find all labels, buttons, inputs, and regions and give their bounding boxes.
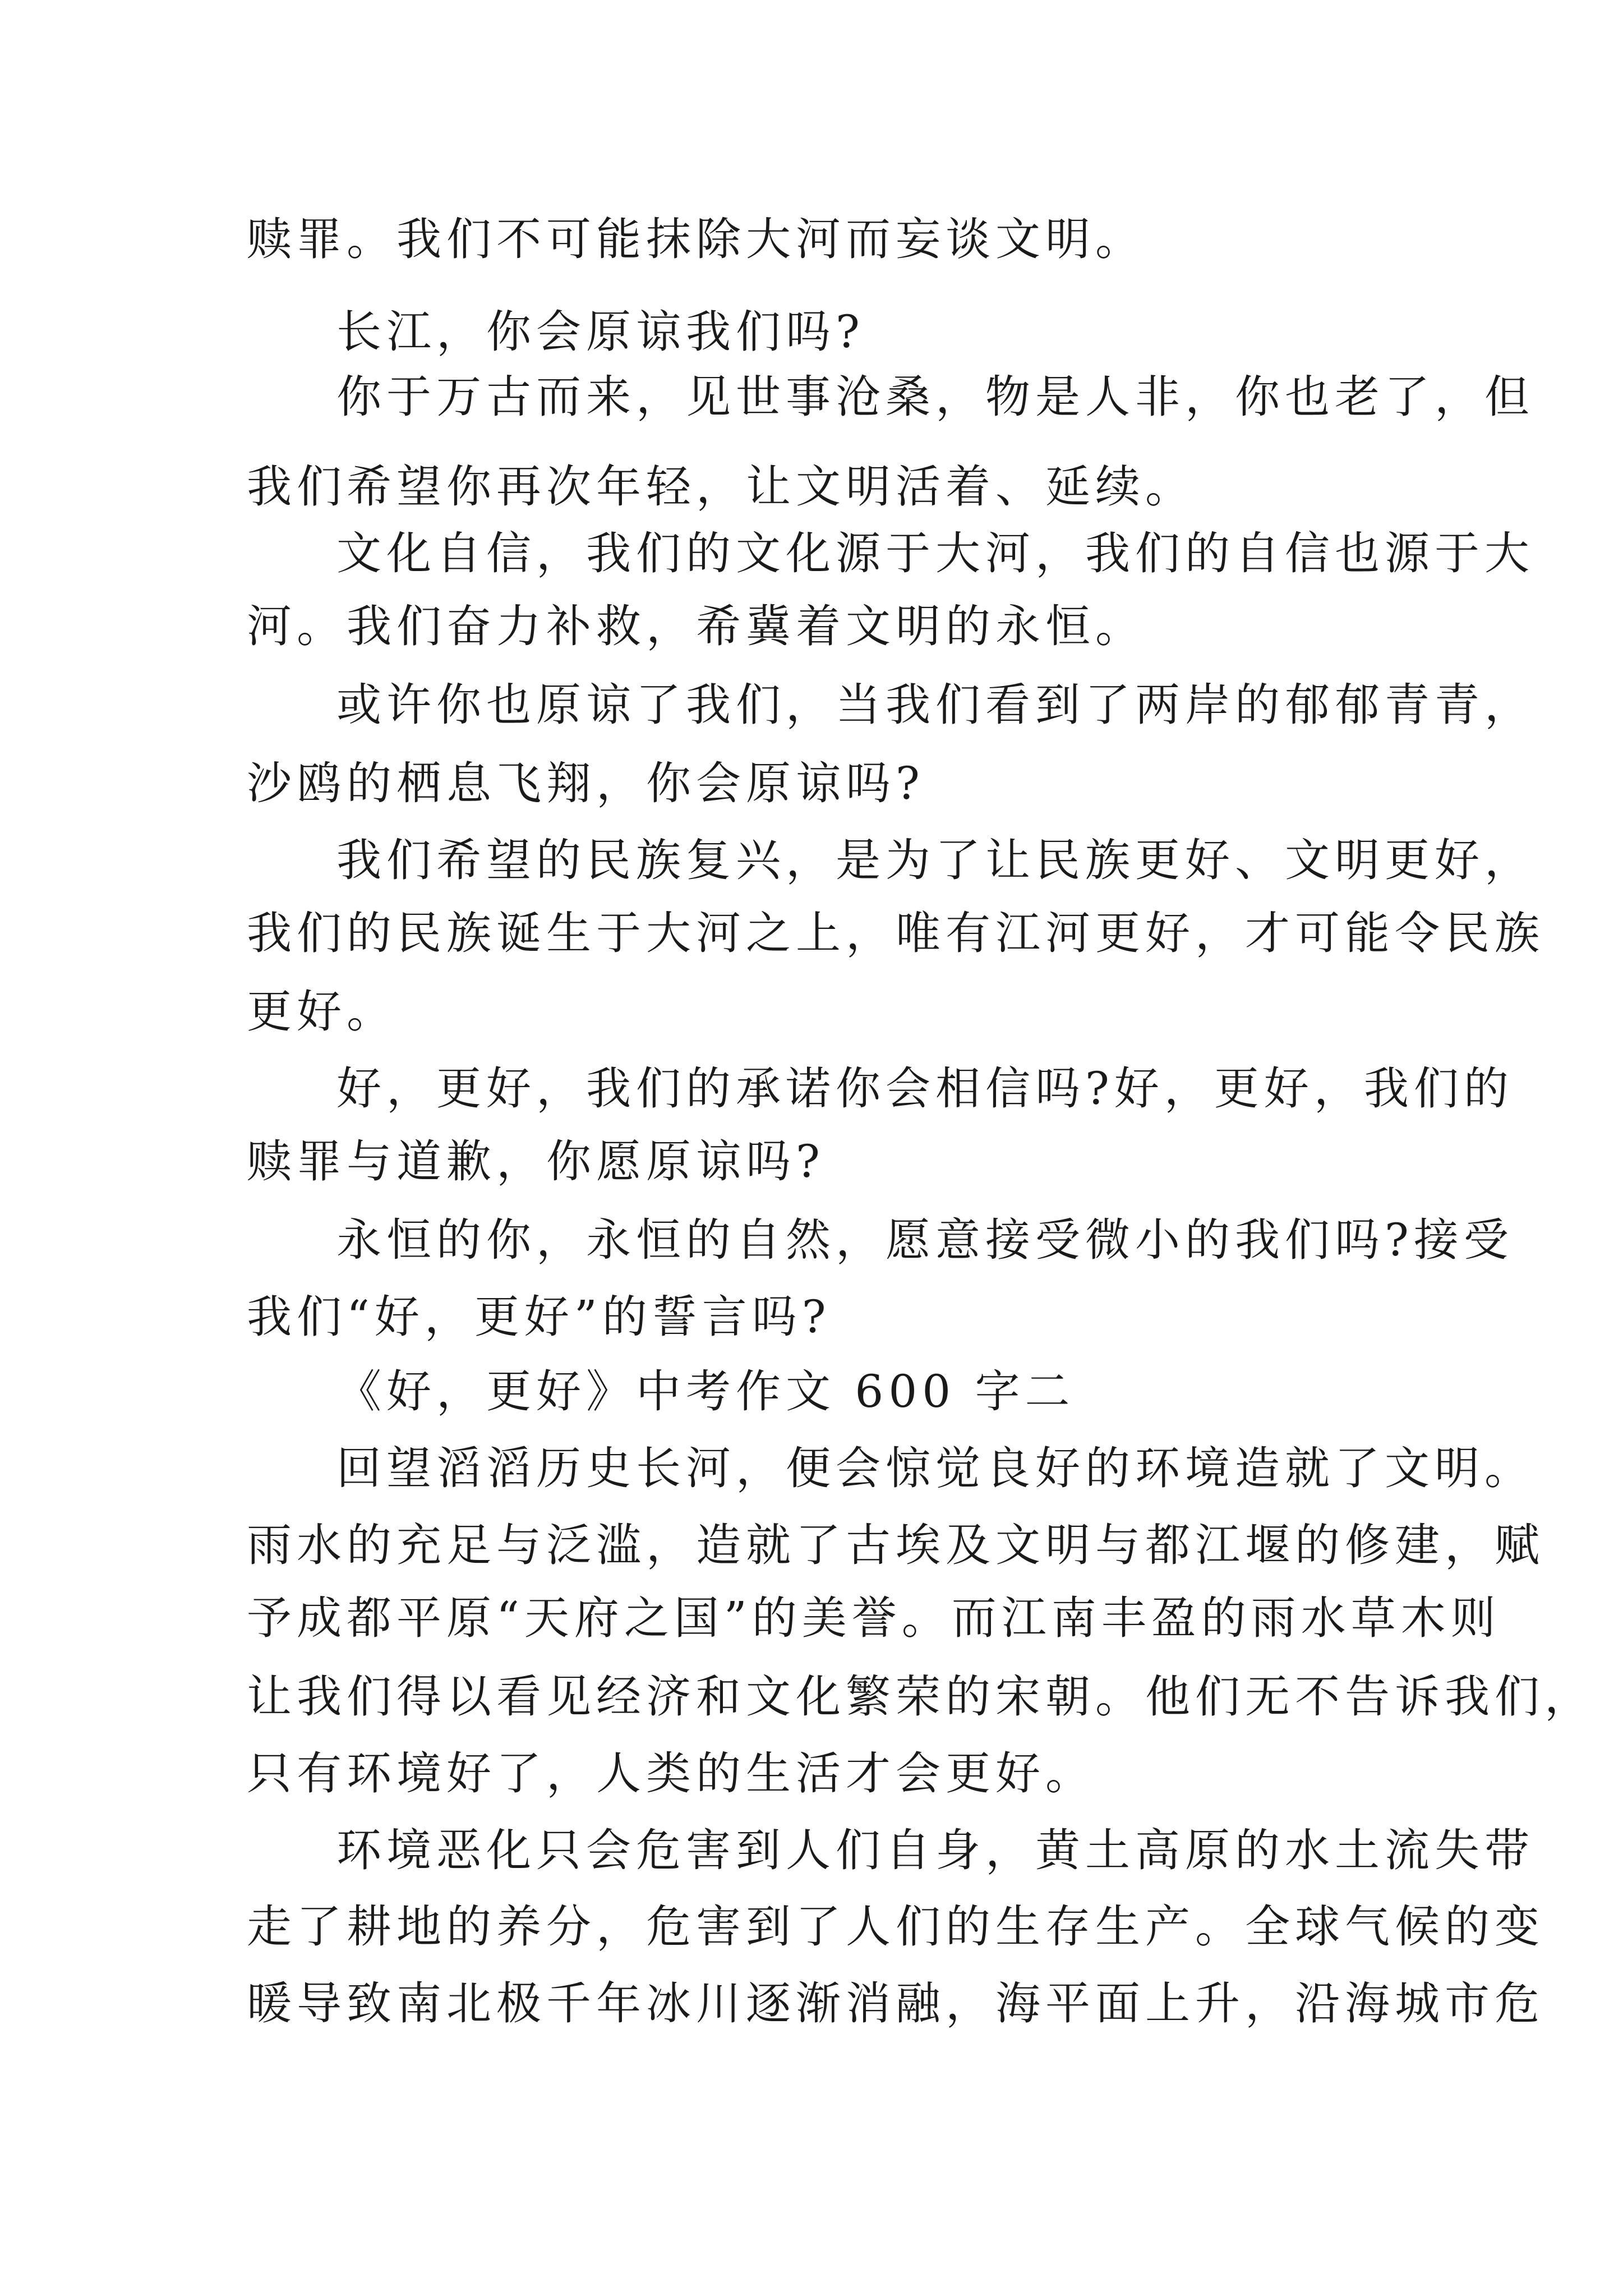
text-line: 暖导致南北极千年冰川逐渐消融，海平面上升，沿海城市危 bbox=[247, 1977, 1544, 2030]
text-line: 沙鸥的栖息飞翔，你会原谅吗? bbox=[247, 757, 925, 809]
text-line: 我们的民族诞生于大河之上，唯有江河更好，才可能令民族 bbox=[247, 907, 1544, 959]
text-line: 环境恶化只会危害到人们自身，黄土高原的水土流失带 bbox=[336, 1824, 1534, 1876]
text-line: 长江，你会原谅我们吗? bbox=[336, 306, 865, 358]
text-line: 好，更好，我们的承诺你会相信吗?好，更好，我们的 bbox=[336, 1062, 1514, 1115]
text-line: 永恒的你，永恒的自然，愿意接受微小的我们吗?接受 bbox=[336, 1214, 1514, 1266]
text-line: 更好。 bbox=[247, 986, 396, 1038]
text-line: 我们“好，更好”的誓言吗? bbox=[247, 1291, 831, 1343]
text-line: 走了耕地的养分，危害到了人们的生存生产。全球气候的变 bbox=[247, 1901, 1544, 1953]
section-heading: 《好，更好》中考作文 600 字二 bbox=[336, 1365, 1075, 1418]
text-line: 予成都平原“天府之国”的美誉。而江南丰盈的雨水草木则 bbox=[247, 1592, 1501, 1644]
text-line: 回望滔滔历史长河，便会惊觉良好的环境造就了文明。 bbox=[336, 1442, 1534, 1494]
text-line: 或许你也原谅了我们，当我们看到了两岸的郁郁青青， bbox=[336, 679, 1534, 731]
text-line: 河。我们奋力补救，希冀着文明的永恒。 bbox=[247, 600, 1145, 652]
text-line: 我们希望你再次年轻，让文明活着、延续。 bbox=[247, 461, 1195, 513]
text-line: 赎罪。我们不可能抹除大河而妄谈文明。 bbox=[247, 213, 1145, 265]
text-line: 赎罪与道歉，你愿原谅吗? bbox=[247, 1135, 825, 1188]
text-line: 只有环境好了，人类的生活才会更好。 bbox=[247, 1747, 1095, 1800]
text-line: 雨水的充足与泛滥，造就了古埃及文明与都江堰的修建，赋 bbox=[247, 1519, 1544, 1571]
text-line: 文化自信，我们的文化源于大河，我们的自信也源于大 bbox=[336, 527, 1534, 579]
text-line: 让我们得以看见经济和文化繁荣的宋朝。他们无不告诉我们， bbox=[247, 1671, 1594, 1723]
text-line: 你于万古而来，见世事沧桑，物是人非，你也老了，但 bbox=[336, 371, 1534, 423]
text-line: 我们希望的民族复兴，是为了让民族更好、文明更好， bbox=[336, 834, 1534, 886]
